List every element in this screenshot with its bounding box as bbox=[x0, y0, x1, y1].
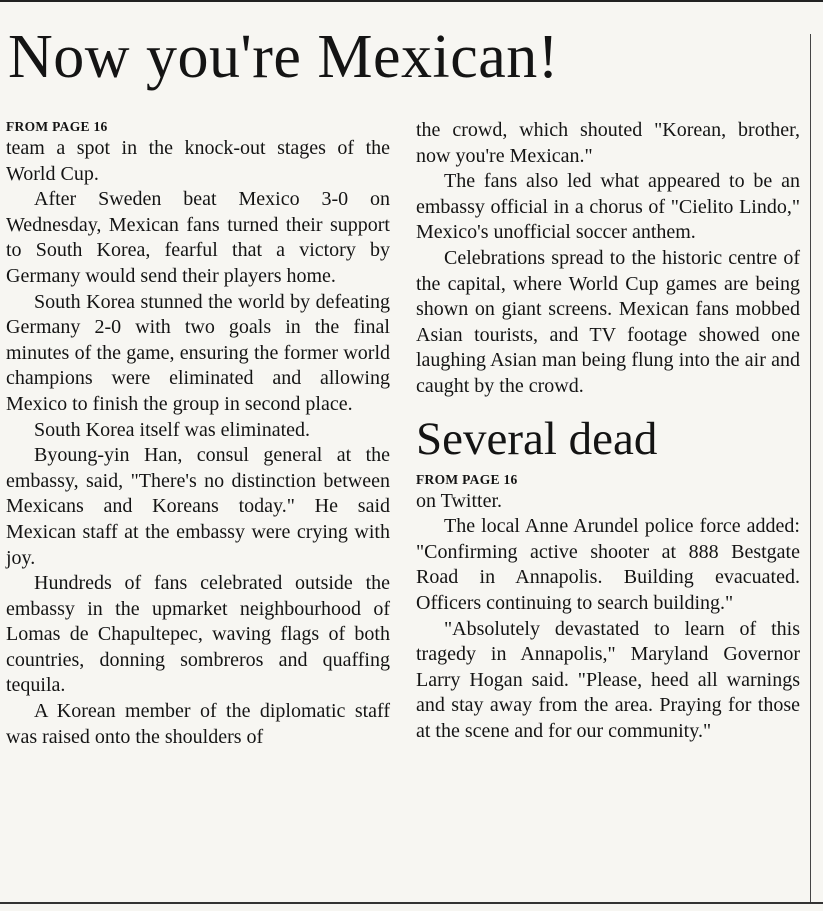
paragraph: Hundreds of fans celebrated outside the embassy in the upmarket neighbourhood of Lomas de Chapultepec, waving flags of both countries, donning sombreros and quaffing tequila. bbox=[6, 572, 390, 697]
paragraph: Byoung-yin Han, consul general at the embassy, said, "There's no distinction between Mexicans and Koreans today." He said Mexican staff at the embassy were crying with joy. bbox=[6, 444, 390, 569]
paragraph: After Sweden beat Mexico 3-0 on Wednesday, Mexican fans turned their support to South Korea, fearful that a victory by Germany would send their players home. bbox=[6, 188, 390, 287]
paragraph: The fans also led what appeared to be an embassy official in a chorus of "Cielito Lindo," Mexico's unofficial soccer anthem. bbox=[416, 170, 800, 244]
right-column bbox=[416, 118, 800, 744]
continuation-kicker: FROM PAGE 16 bbox=[416, 471, 518, 487]
second-article-headline: Several dead bbox=[416, 412, 658, 465]
column-right-rule bbox=[810, 34, 811, 902]
paragraph: on Twitter. bbox=[416, 489, 503, 512]
bottom-rule bbox=[0, 902, 823, 904]
top-rule bbox=[0, 0, 823, 2]
continuation-kicker: FROM PAGE 16 bbox=[6, 119, 108, 134]
headline: Now you're Mexican! bbox=[8, 23, 559, 91]
paragraph: team a spot in the knock-out stages of the World Cup. bbox=[6, 137, 390, 185]
paragraph: The local Anne Arundel police force added: "Confirming active shooter at 888 Bestgate Road in Annapolis. Building evacuated. Officers continuing to search building." bbox=[416, 515, 800, 614]
paragraph: South Korea stunned the world by defeating Germany 2-0 with two goals in the final minutes of the game, ensuring the former world champions were eliminated and allowing Mexico to finish the group in second place. bbox=[6, 290, 390, 415]
paragraph: the crowd, which shouted "Korean, brother, now you're Mexican." bbox=[416, 119, 800, 167]
paragraph: Celebrations spread to the historic centre of the capital, where World Cup games are being shown on giant screens. Mexican fans mobbed Asian tourists, and TV footage showed one laughing Asian man being flung into the air and caught by the crowd. bbox=[416, 246, 800, 397]
left-column bbox=[6, 118, 390, 750]
paragraph: "Absolutely devastated to learn of this tragedy in Annapolis," Maryland Governor Larry Hogan said. "Please, heed all warnings and stay away from the area. Praying for those at the scene and for our community." bbox=[416, 617, 800, 742]
paragraph: A Korean member of the diplomatic staff was raised onto the shoulders of bbox=[6, 700, 390, 748]
paragraph: South Korea itself was eliminated. bbox=[34, 418, 311, 441]
